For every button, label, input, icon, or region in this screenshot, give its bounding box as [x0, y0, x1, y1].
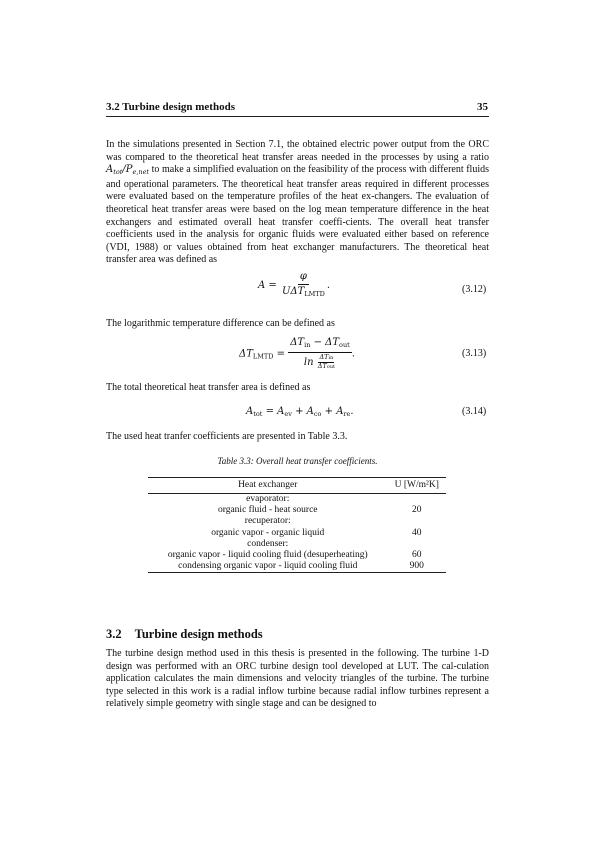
- paragraph-intro: [106, 139, 489, 267]
- table-cell: evaporator:: [246, 494, 290, 504]
- paragraph-table-ref: The used heat tranfer coefficients are presented in Table 3.3.: [106, 431, 348, 442]
- table-cell: condensing organic vapor - liquid cooling fluid: [178, 561, 358, 572]
- table-cell: recuperator:: [244, 516, 291, 527]
- table-row: [148, 505, 446, 516]
- table-cell: 20: [411, 505, 422, 516]
- ratio-inline-math: $A_{tot}/P_{e,net}$: [106, 164, 150, 177]
- table-cell: [387, 494, 446, 506]
- equation-number-3-12: (3.12): [462, 284, 487, 295]
- table-row: [148, 494, 446, 506]
- equation-number-3-13: (3.13): [462, 348, 487, 359]
- table-cell: organic vapor - liquid cooling fluid (desuperheating): [167, 550, 368, 561]
- header-rule: [106, 116, 489, 117]
- section-title: Turbine design methods: [134, 627, 263, 641]
- table-row: [148, 516, 446, 527]
- equation-3-12: A = $\frac{\varphi}{U\Delta T_{LMTD}}$ .: [258, 271, 331, 298]
- paragraph-log-temp: The logarithmic temperature difference can be defined as: [106, 318, 335, 329]
- table-caption: Table 3.3: Overall heat transfer coefficients.: [217, 456, 378, 466]
- table-header-heat-exchanger: Heat exchanger: [238, 480, 298, 490]
- table-cell: organic vapor - organic liquid: [211, 527, 325, 538]
- section-heading: [106, 627, 263, 642]
- table-cell: 900: [409, 561, 424, 572]
- table-header-u-value: U [W/m²K]: [394, 480, 439, 490]
- running-header-section: 3.2 Turbine design methods: [106, 101, 235, 113]
- paragraph-turbine-design: The turbine design method used in this thesis is presented in the following. The turbine 1-D design was performed with an ORC turbine design tool developed at LUT. The cal-culation application calculates the main dimensions and velocity triangles of the turbine. The turbine type selected in this work is a radial inflow turbine because radial inflow turbines represent a relatively simple geometry with single stage and can be designed to: [106, 648, 489, 710]
- page-number: 35: [477, 101, 488, 113]
- table-cell: [387, 539, 446, 550]
- table-header-row: [148, 478, 446, 494]
- table-row: [148, 528, 446, 539]
- table-row: [148, 539, 446, 550]
- equation-3-13: $\Delta T_{LMTD}$ = $\Delta T_{in} - \Delta T_{out}$ ln ΔTin ΔTout .: [239, 337, 355, 370]
- equation-3-14: $A_{tot} = A_{ev} + A_{co} + A_{re}$.: [246, 406, 354, 418]
- heat-transfer-table: [148, 477, 446, 573]
- table-cell: condenser:: [247, 538, 289, 549]
- paragraph-intro-part-b: to make a simplified evaluation on the feasibility of the process with different fluids and operational parameters. The theoretical heat transfer areas required in different processes were evaluated based on the temperature profiles of the heat ex-changers. The evaluation of theoretical heat transfer areas were based on the log mean temperature difference in the heat exchangers and estimated overall heat transfer coeffi-cients. The overall heat transfer coefficients used in the analysis for organic fluids were evaluated either based on reference (VDI, 1988) or values obtained from heat exchanger manufacturers. The theoretical heat transfer area was defined as: [106, 164, 489, 266]
- table-cell: 60: [411, 550, 422, 561]
- table-cell: 40: [411, 527, 422, 538]
- table-cell: organic fluid - heat source: [217, 505, 318, 516]
- paragraph-total-area: The total theoretical heat transfer area is defined as: [106, 382, 311, 393]
- paragraph-intro-part-a: In the simulations presented in Section 7.1, the obtained electric power output from the ORC was compared to the theoretical heat transfer areas needed in the processes by using a ratio: [106, 139, 489, 163]
- section-number: 3.2: [106, 627, 122, 641]
- table-row: [148, 550, 446, 561]
- equation-number-3-14: (3.14): [462, 406, 487, 417]
- table-row: [148, 561, 446, 573]
- table-cell: [387, 516, 446, 527]
